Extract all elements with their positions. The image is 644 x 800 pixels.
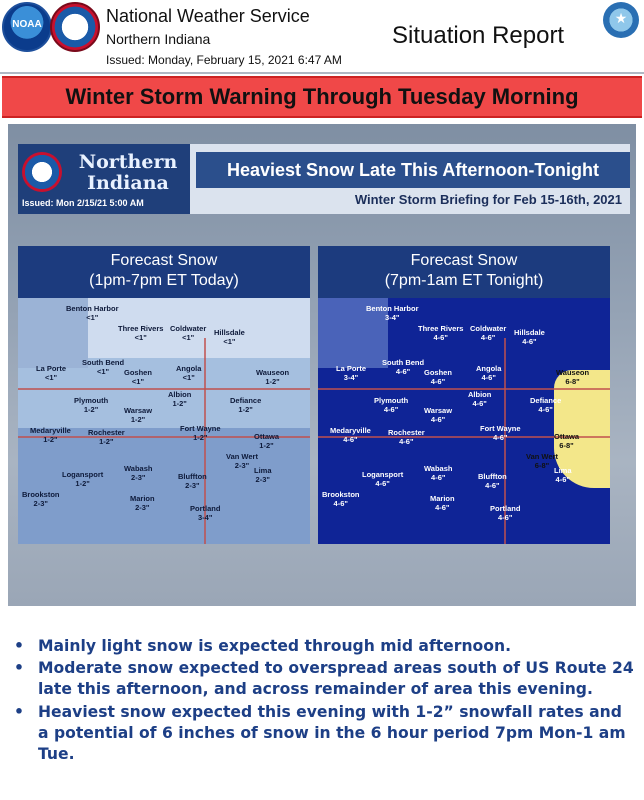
county-name: Angola [476,364,502,373]
county-label [418,324,463,342]
county-snow-amount: 4-6" [498,513,513,522]
key-point: • Heaviest snow expected this evening with 1-2” snowfall rates and a potential of 6 inches of snow in the 6 hour period 7pm Mon-1 am Tue. [14,702,626,764]
county-snow-amount: <1" [182,333,195,342]
county-label [366,304,419,322]
county-snow-amount: 4-6" [375,479,390,488]
county-label [118,324,163,342]
briefing-subtitle: Winter Storm Briefing for Feb 15-16th, 2021 [354,192,622,207]
county-label [254,466,272,484]
issued-time: Issued: Monday, February 15, 2021 6:47 AM [106,53,342,67]
map-header [318,246,610,298]
county-snow-amount: 1-2" [238,405,253,414]
county-name: Marion [430,494,455,503]
county-label [430,494,455,512]
briefing-graphic [8,124,636,606]
county-name: Bluffton [178,472,207,481]
report-header [0,0,644,72]
county-snow-amount: 4-6" [472,399,487,408]
county-snow-amount: 1-2" [265,377,280,386]
county-label [82,358,124,376]
county-name: Plymouth [374,396,409,405]
county-snow-amount: 4-6" [480,333,496,342]
county-snow-amount: 4-6" [383,405,399,414]
county-label [514,328,545,346]
county-snow-amount: 4-6" [430,377,446,386]
county-snow-amount: 1-2" [130,415,146,424]
header-divider [0,72,644,74]
county-snow-amount: <1" [86,313,99,322]
county-name: Wabash [124,464,153,473]
county-name: Bluffton [478,472,507,481]
county-name: Logansport [362,470,404,479]
county-label [124,464,152,482]
county-name: Wabash [424,464,453,473]
county-snow-amount: 4-6" [433,333,448,342]
county-name: Lima [554,466,572,475]
county-label [168,390,191,408]
county-snow-amount: <1" [96,367,110,376]
county-snow-amount: 4-6" [435,503,450,512]
county-name: Angola [176,364,202,373]
county-name: Coldwater [470,324,507,333]
county-snow-amount: 2-3" [234,461,250,470]
county-label [490,504,520,522]
county-snow-amount: 4-6" [538,405,553,414]
county-name: Ottawa [254,432,280,441]
county-snow-amount: 3-4" [385,313,400,322]
county-snow-amount: 2-3" [185,481,200,490]
county-name: South Bend [382,358,425,367]
county-label [74,396,108,414]
county-snow-amount: 4-6" [431,473,446,482]
forecast-map-afternoon [18,246,310,544]
county-snow-amount: 4-6" [343,435,358,444]
county-label [476,364,501,382]
county-label [66,304,119,322]
county-label [178,472,207,490]
county-name: Fort Wayne [480,424,521,433]
county-label [388,428,425,446]
county-label [424,464,452,482]
county-snow-amount: 1-2" [83,405,99,414]
county-name: Hillsdale [514,328,545,337]
county-snow-amount: 4-6" [399,437,414,446]
county-name: Benton Harbor [66,304,119,313]
county-snow-amount: 6-8" [534,461,550,470]
county-name: Albion [168,390,192,399]
nws-logo [50,2,100,52]
map-title: Forecast Snow [110,252,218,269]
county-label [176,364,201,382]
map-title: Forecast Snow [410,252,518,269]
county-label [214,328,245,346]
county-snow-amount: <1" [182,373,195,382]
county-name: La Porte [36,364,67,373]
county-name: Medaryville [30,426,71,435]
county-label [124,368,152,386]
county-name: Wauseon [256,368,290,377]
county-snow-amount: 4-6" [430,415,446,424]
interstate-line [318,388,610,390]
county-name: Fort Wayne [180,424,221,433]
report-type: Situation Report [392,22,565,49]
county-name: Brookston [22,490,60,499]
county-snow-amount: 3-4" [198,513,213,522]
snow-map [318,298,610,544]
county-label [374,396,408,414]
county-label [124,406,152,424]
county-name: Plymouth [74,396,109,405]
county-name: Van Wert [526,452,558,461]
county-label [22,490,60,508]
badge-issued: Issued: Mon 2/15/21 5:00 AM [22,198,144,208]
warning-banner [2,76,642,118]
county-label [556,368,589,386]
county-name: Portland [190,504,221,513]
county-label [256,368,289,386]
county-name: Marion [130,494,155,503]
office-name: National Weather Service [106,6,310,26]
county-name: Rochester [88,428,125,437]
county-label [480,424,521,442]
map-period: (1pm-7pm ET Today) [89,272,239,289]
county-snow-amount: 1-2" [259,441,274,450]
county-name: La Porte [336,364,367,373]
county-label [478,472,507,490]
county-snow-amount: 3-4" [343,373,359,382]
county-name: Albion [468,390,492,399]
county-label [468,390,491,408]
county-label [470,324,506,342]
county-label [530,396,561,414]
briefing-title-bar [196,152,630,188]
county-snow-amount: 6-8" [565,377,580,386]
county-label [254,432,279,450]
county-name: Coldwater [170,324,207,333]
county-label [230,396,261,414]
county-label [424,406,452,424]
county-label [362,470,403,488]
badge-name: Northern Indiana [78,151,178,194]
snow-map [18,298,310,544]
county-name: Warsaw [124,406,153,415]
county-label [322,490,360,508]
briefing-title: Heaviest Snow Late This Afternoon-Tonight [226,160,599,180]
county-name: Defiance [230,396,262,405]
county-snow-amount: 1-2" [193,433,208,442]
key-point: • Mainly light snow is expected through mid afternoon. [14,637,512,655]
forecast-map-tonight [318,246,610,544]
county-name: Medaryville [330,426,371,435]
county-name: Warsaw [424,406,453,415]
region-name: Northern Indiana [106,31,211,47]
county-label [330,426,371,444]
county-name: Portland [490,504,521,513]
county-label [170,324,206,342]
county-label [336,364,366,382]
county-label [554,432,579,450]
county-name: Goshen [424,368,452,377]
county-name: Goshen [124,368,152,377]
northern-indiana-badge [18,144,190,214]
county-snow-amount: 4-6" [555,475,570,484]
county-label [62,470,103,488]
county-snow-amount: 2-3" [135,503,150,512]
county-snow-amount: 2-3" [33,499,48,508]
key-points [4,636,634,766]
county-name: Three Rivers [118,324,164,333]
county-snow-amount: 1-2" [75,479,90,488]
county-snow-amount: 2-3" [255,475,270,484]
warning-banner-text: Winter Storm Warning Through Tuesday Morning [65,84,579,109]
county-snow-amount: <1" [134,333,147,342]
county-snow-amount: <1" [131,377,145,386]
county-snow-amount: 4-6" [395,367,411,376]
county-snow-amount: 4-6" [493,433,508,442]
county-name: Rochester [388,428,425,437]
county-snow-amount: 4-6" [485,481,500,490]
nws-seal-icon [22,152,62,192]
county-name: Hillsdale [214,328,245,337]
county-label [424,368,452,386]
county-name: Brookston [322,490,360,499]
county-label [30,426,71,444]
county-snow-amount: 2-3" [131,473,146,482]
county-name: Logansport [62,470,104,479]
county-snow-amount: 1-2" [172,399,187,408]
county-snow-amount: 6-8" [559,441,574,450]
county-snow-amount: <1" [44,373,58,382]
county-label [130,494,155,512]
briefing-header [18,144,630,214]
county-snow-amount: 4-6" [481,373,496,382]
noaa-logo: NOAA [2,2,52,52]
county-snow-amount: 4-6" [522,337,537,346]
county-label [180,424,221,442]
county-name: Lima [254,466,272,475]
county-snow-amount: <1" [223,337,236,346]
county-snow-amount: 1-2" [43,435,58,444]
map-header [18,246,310,298]
county-label [382,358,424,376]
county-label [190,504,220,522]
commerce-seal-icon: ★ [603,2,639,38]
county-label [554,466,572,484]
county-label [88,428,125,446]
county-label [36,364,66,382]
county-name: Benton Harbor [366,304,419,313]
county-name: Van Wert [226,452,258,461]
interstate-line [18,388,310,390]
key-point: • Moderate snow expected to overspread areas south of US Route 24 late this afternoon, and across remainder of area this evening. [14,659,634,699]
county-name: Wauseon [556,368,590,377]
county-name: Ottawa [554,432,580,441]
county-name: Three Rivers [418,324,464,333]
county-snow-amount: 1-2" [99,437,114,446]
county-name: Defiance [530,396,562,405]
county-snow-amount: 4-6" [333,499,348,508]
map-period: (7pm-1am ET Tonight) [384,272,544,289]
county-name: South Bend [82,358,125,367]
